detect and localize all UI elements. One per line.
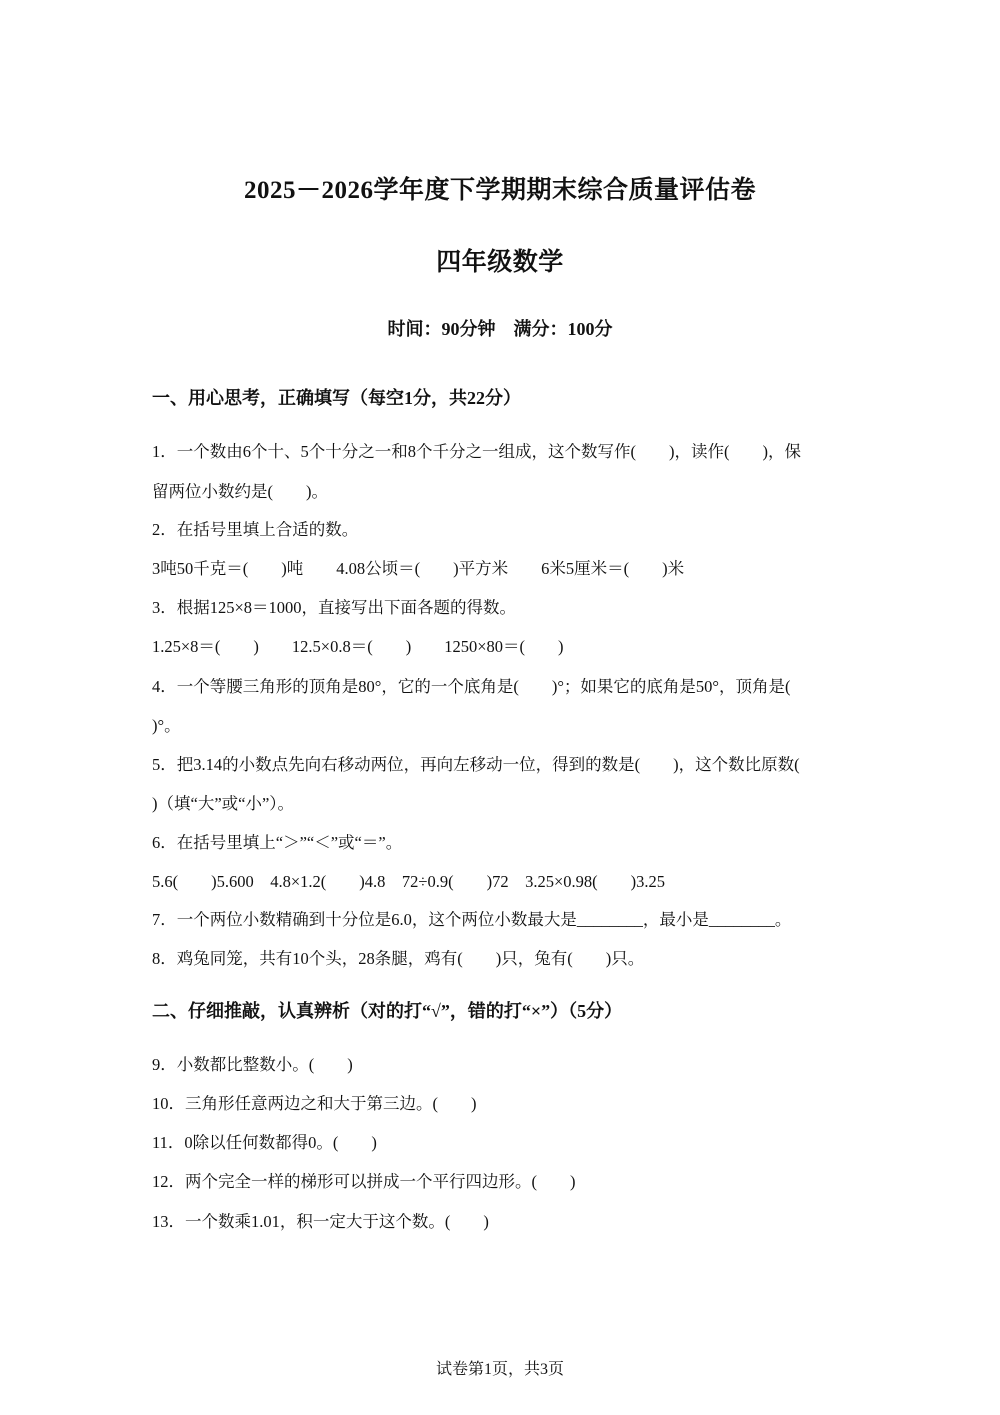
exam-subtitle: 四年级数学 xyxy=(436,249,564,276)
question-line: 7．一个两位小数精确到十分位是6.0，这个两位小数最大是________，最小是________。 xyxy=(152,910,792,929)
question-line: 5．把3.14的小数点先向右移动两位，再向左移动一位，得到的数是( )，这个数比原数( xyxy=(152,755,800,774)
exam-title: 2025－2026学年度下学期期末综合质量评估卷 xyxy=(243,177,756,204)
question-line: 3吨50千克＝( )吨 4.08公顷＝( )平方米 6米5厘米＝( )米 xyxy=(152,559,685,578)
question-line: 3．根据125×8＝1000，直接写出下面各题的得数。 xyxy=(152,598,517,617)
question-line: 6．在括号里填上“＞”“＜”或“＝”。 xyxy=(152,833,403,852)
question-line: 5.6( )5.600 4.8×1.2( )4.8 72÷0.9( )72 3.25×0.98( )3.25 xyxy=(152,872,665,891)
question-line: 13．一个数乘1.01，积一定大于这个数。( ) xyxy=(152,1212,489,1231)
question-line: )（填“大”或“小”）。 xyxy=(152,794,295,813)
question-line: 2．在括号里填上合适的数。 xyxy=(152,520,359,539)
question-line: 1.25×8＝( ) 12.5×0.8＝( ) 1250×80＝( ) xyxy=(152,637,564,656)
question-line: 4．一个等腰三角形的顶角是80°，它的一个底角是( )°；如果它的底角是50°，顶角是( xyxy=(152,677,791,696)
exam-time-score: 时间：90分钟 满分：100分 xyxy=(387,319,613,339)
question-line: )°。 xyxy=(152,716,181,735)
question-line: 11．0除以任何数都得0。( ) xyxy=(152,1133,377,1152)
question-line: 10．三角形任意两边之和大于第三边。( ) xyxy=(152,1094,477,1113)
question-line: 12．两个完全一样的梯形可以拼成一个平行四边形。( ) xyxy=(152,1172,576,1191)
page-footer: 试卷第1页，共3页 xyxy=(435,1361,564,1378)
question-line: 留两位小数约是( )。 xyxy=(152,482,328,501)
question-line: 8．鸡兔同笼，共有10个头，28条腿，鸡有( )只，兔有( )只。 xyxy=(152,949,645,968)
section-1-heading: 一、用心思考，正确填写（每空1分，共22分） xyxy=(152,388,521,408)
section-2-heading: 二、仔细推敲，认真辨析（对的打“√”，错的打“×”）（5分） xyxy=(152,1001,623,1021)
question-line: 9．小数都比整数小。( ) xyxy=(152,1055,353,1074)
question-line: 1．一个数由6个十、5个十分之一和8个千分之一组成，这个数写作( )，读作( )，保 xyxy=(152,442,801,461)
